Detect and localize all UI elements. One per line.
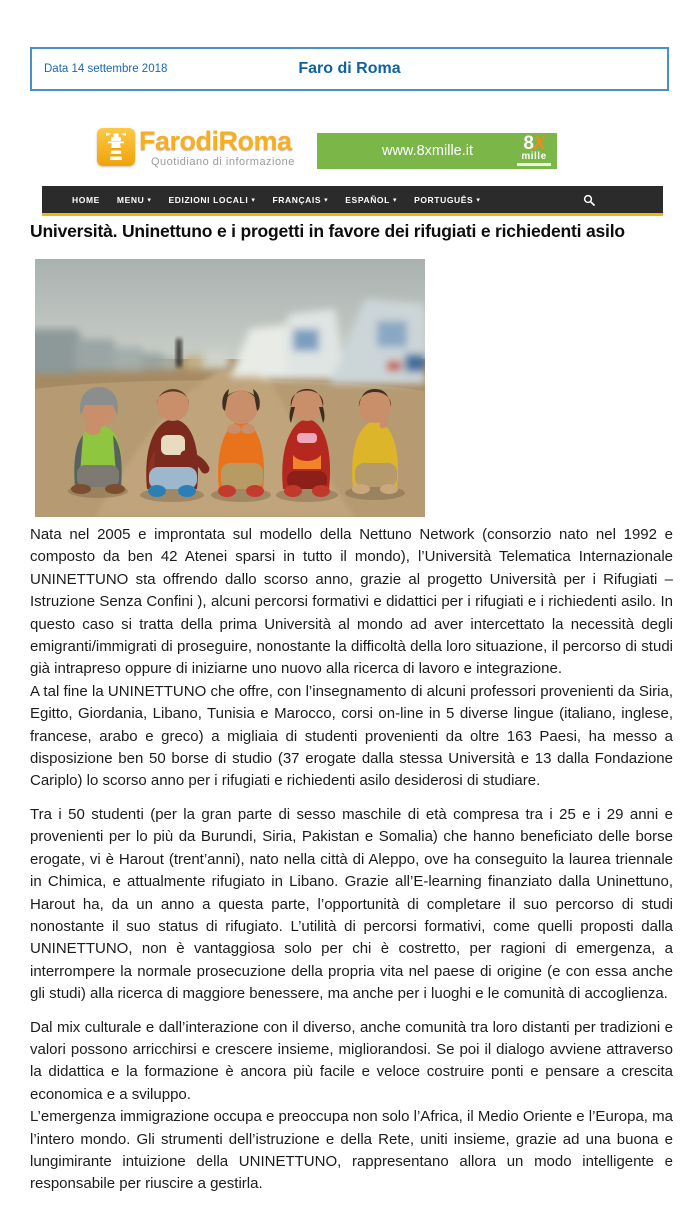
paragraph-3: Tra i 50 studenti (per la gran parte di sesso maschile di età compresa tra i 25 e i 29 anni e provenienti per lo più da Burundi, Siria, Pakistan e Somalia) che hanno beneficiato delle borse erogate, vi è Harout (trent’anni), nato nella città di Aleppo, ove ha conseguito la laurea triennale in Chimica, e attualmente rifugiato in Libano. Grazie all’E-learning finanziato dalla Uninettuno, Harout ha, da un anno a questa parte, l’opportunità di completare il suo percorso di studi nonostante il suo status di rifugiato. L’utilità di percorsi formativi, come quelli proposti dalla UNINETTUNO, non è vantaggiosa solo per chi è costretto, per ragioni di emergenza, a interrompere la normale prosecuzione della propria vita nel paese di origine (e con essa anche gli studi) alla ricerca di maggiore benessere, ma anche per i luoghi e le comunità di accoglienza. xyxy=(30,805,673,1003)
chevron-down-icon: ▾ xyxy=(147,196,152,204)
main-nav xyxy=(42,186,663,216)
paragraph-1: Nata nel 2005 e improntata sul modello della Nettuno Network (consorzio nato nel 1992 e composto da ben 42 Atenei sparsi in tutto il mondo), l’Università Telematica Internazionale UNINETTUNO sta offrendo dallo scorso anno, grazie al progetto Università per i Rifugiati – Istruzione Senza Confini ), alcuni percorsi formativi e didattici per i rifugiati e i richiedenti asilo. In questo caso si tratta della prima Università al mondo ad aver intercettato la necessità degli emigranti/immigrati di proseguire, nonostante la difficoltà della loro situazione, il percorso di studi già intrapreso oppure di iniziarne uno nuovo alla ricerca di lavoro e integrazione. xyxy=(30,526,673,678)
paragraph-2: A tal fine la UNINETTUNO che offre, con l’insegnamento di alcuni professori provenienti da Siria, Egitto, Giordania, Libano, Tunisia e Marocco, corsi on-line in 5 diverse lingue (italiano, inglese, francese, arabo e greco) a migliaia di studenti provenienti da oltre 163 Paesi, ha messo a disposizione ben 50 borse di studio (37 erogate dalla stessa Università e 13 dalla Fondazione Cariplo) lo scorso anno per i rifugiati e richiedenti asilo desiderosi di studiare. xyxy=(30,682,673,790)
nav-item-portugues[interactable] xyxy=(414,195,480,205)
nav-item-portugues-label: PORTUGUÊS xyxy=(414,194,474,205)
clipping-date: Data 14 settembre 2018 xyxy=(44,63,168,75)
logo-title: FarodiRoma xyxy=(139,126,292,156)
lighthouse-icon xyxy=(97,128,135,166)
8xmille-ad-banner[interactable] xyxy=(317,133,557,169)
chevron-down-icon: ▾ xyxy=(251,196,256,204)
nav-item-edizioni-locali-label: EDIZIONI LOCALI xyxy=(168,194,249,205)
chevron-down-icon: ▾ xyxy=(324,196,329,204)
search-icon[interactable] xyxy=(583,194,595,206)
nav-item-menu-label: MENU xyxy=(116,194,145,205)
8xmille-logo-mille: mille xyxy=(521,151,547,162)
nav-item-home-label: HOME xyxy=(72,194,100,205)
article-photo xyxy=(35,259,425,517)
8xmille-logo-strip xyxy=(517,163,551,166)
nav-item-menu[interactable] xyxy=(117,195,152,205)
clipping-source-title: Faro di Roma xyxy=(298,60,401,77)
chevron-down-icon: ▾ xyxy=(476,196,481,204)
article-title: Università. Uninettuno e i progetti in favore dei rifugiati e richiedenti asilo xyxy=(30,221,625,241)
chevron-down-icon: ▾ xyxy=(392,196,398,204)
paragraph-5: L’emergenza immigrazione occupa e preoccupa non solo l’Africa, il Medio Oriente e l’Europa, ma l’intero mondo. Gli strumenti dell’istruzione e della Rete, uniti insieme, grazie ad una buona e lungimirante intuizione della UNINETTUNO, rappresentano allora un modo intelligente e responsabile per riuscire a gestirla. xyxy=(30,1108,673,1193)
paragraph-4: Dal mix culturale e dall’interazione con il diverso, anche comunità tra loro distanti per tradizioni e valori possono arricchirsi e crescere insieme, migliorandosi. Se poi il dialogo avviene attraverso la didattica e la formazione è ancora più facile e veloce costruire ponti e pensare a crescita economica e a sviluppo. xyxy=(30,1018,673,1103)
nav-item-home[interactable] xyxy=(72,195,100,205)
clipping-header-box xyxy=(30,47,669,91)
nav-item-edizioni-locali[interactable] xyxy=(168,195,255,205)
8xmille-url: www.8xmille.it xyxy=(381,143,474,159)
8xmille-logo-x: X xyxy=(532,133,545,154)
nav-item-francais[interactable] xyxy=(272,195,328,205)
logo-tagline: Quotidiano di informazione xyxy=(151,156,295,168)
nav-item-espanol-label: ESPAÑOL xyxy=(345,194,390,205)
nav-item-espanol[interactable] xyxy=(345,195,397,205)
article-body xyxy=(30,524,673,1196)
masthead xyxy=(30,126,673,184)
logo-text xyxy=(139,128,295,168)
site-logo[interactable] xyxy=(97,128,295,168)
8xmille-logo xyxy=(514,135,554,167)
8xmille-logo-8: 8 xyxy=(523,133,533,154)
nav-item-francais-label: FRANÇAIS xyxy=(272,194,322,205)
